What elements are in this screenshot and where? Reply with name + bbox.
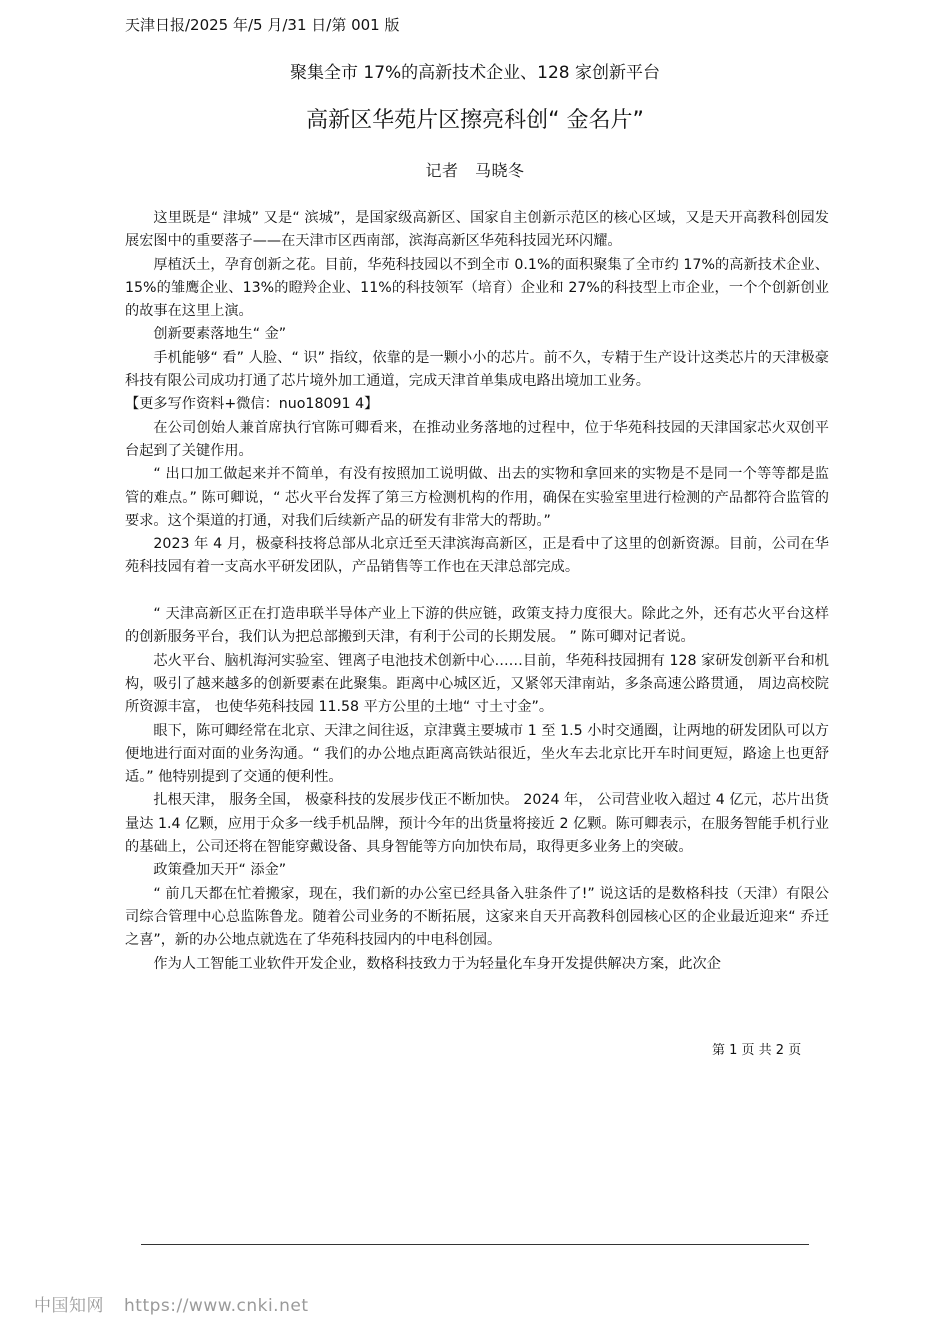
article-paragraph: 这里既是“ 津城” 又是“ 滨城”，是国家级高新区、国家自主创新示范区的核心区域，又是天开高教科创园发展宏图中的重要落子——在天津市区西南部，滨海高新区华苑科技园光环闪耀。 [125,210,829,250]
article-paragraph: “ 前几天都在忙着搬家，现在，我们新的办公室已经具备入驻条件了!” 说这话的是数格科技（天津）有限公司综合管理中心总监陈鲁龙。随着公司业务的不断拓展，这家来自天开高教科创园核心区的企业最近迎来“ 乔迁之喜”，新的办公地点就选在了华苑科技园内的中电科创园。 [125,885,829,949]
watermark-url: https://www.cnki.net [124,1296,309,1316]
article-body [125,207,829,976]
article-paragraph: 在公司创始人兼首席执行官陈可卿看来，在推动业务落地的过程中，位于华苑科技园的天津国家芯火双创平台起到了关键作用。 [125,419,829,459]
article-paragraph: 扎根天津， 服务全国， 极豪科技的发展步伐正不断加快。 2024 年， 公司营业收入超过 4 亿元，芯片出货量达 1.4 亿颗，应用于众多一线手机品牌，预计今年的出货量将接近 2 亿颗。陈可卿表示，在服务智能手机行业的基础上，公司还将在智能穿戴设备、具身智能等方向加快布局，取得更多业务上的突破。 [125,792,829,856]
footer-divider [141,1244,809,1245]
publication-source: 天津日报/2025 年/5 月/31 日/第 001 版 [125,16,400,34]
article-paragraph: 2023 年 4 月，极豪科技将总部从北京迁至天津滨海高新区，正是看中了这里的创新资源。目前，公司在华苑科技园有着一支高水平研发团队，产品销售等工作也在天津总部完成。 [125,536,829,576]
article-paragraph: 厚植沃土，孕育创新之花。目前，华苑科技园以不到全市 0.1%的面积聚集了全市约 17%的高新技术企业、15%的雏鹰企业、13%的瞪羚企业、11%的科技领军（培育）企业和 27%的科技型上市企业，一个个创新创业的故事在这里上演。 [125,256,829,320]
article-paragraph: 作为人工智能工业软件开发企业，数格科技致力于为轻量化车身开发提供解决方案，此次企 [153,955,721,972]
article-byline: 记者 马晓冬 [425,161,525,180]
section-heading: 政策叠加天开“ 添金” [153,862,287,879]
article-paragraph: “ 出口加工做起来并不简单，有没有按照加工说明做、出去的实物和拿回来的实物是不是同一个等等都是监管的难点。” 陈可卿说，“ 芯火平台发挥了第三方检测机构的作用，确保在实验室里进行检测的产品都符合监管的要求。这个渠道的打通，对我们后续新产品的研发有非常大的帮助。” [125,466,829,529]
article-title: 高新区华苑片区擦亮科创“ 金名片” [306,108,644,133]
promo-note: 【更多写作资料+微信：nuo18091 4】 [125,396,379,413]
article-paragraph: 芯火平台、脑机海河实验室、锂离子电池技术创新中心……目前，华苑科技园拥有 128 家研发创新平台和机构，吸引了越来越多的创新要素在此聚集。距离中心城区近，又紧邻天津南站，多条高速公路贯通， 周边高校院所资源丰富， 也使华苑科技园 11.58 平方公里的土地“ 寸土寸金”。 [125,652,829,716]
watermark-brand: 中国知网 [34,1296,104,1316]
paragraph-gap [125,580,829,603]
page-indicator: 第 1 页 共 2 页 [712,1043,802,1058]
section-heading: 创新要素落地生“ 金” [153,326,287,343]
cnki-watermark [34,1294,308,1318]
article-subtitle: 聚集全市 17%的高新技术企业、128 家创新平台 [289,63,661,83]
article-paragraph: “ 天津高新区正在打造串联半导体产业上下游的供应链，政策支持力度很大。除此之外，还有芯火平台这样的创新服务平台，我们认为把总部搬到天津，有利于公司的长期发展。 ” 陈可卿对记者说。 [125,606,829,646]
article-paragraph: 手机能够“ 看” 人脸、“ 识” 指纹，依靠的是一颗小小的芯片。前不久，专精于生产设计这类芯片的天津极豪科技有限公司成功打通了芯片境外加工通道，完成天津首单集成电路出境加工业务。 [125,349,829,390]
article-paragraph: 眼下，陈可卿经常在北京、天津之间往返，京津冀主要城市 1 至 1.5 小时交通圈，让两地的研发团队可以方便地进行面对面的业务沟通。“ 我们的办公地点距离高铁站很近，坐火车去北京比开车时间更短，路途上也更舒适。” 他特别提到了交通的便利性。 [125,722,829,786]
